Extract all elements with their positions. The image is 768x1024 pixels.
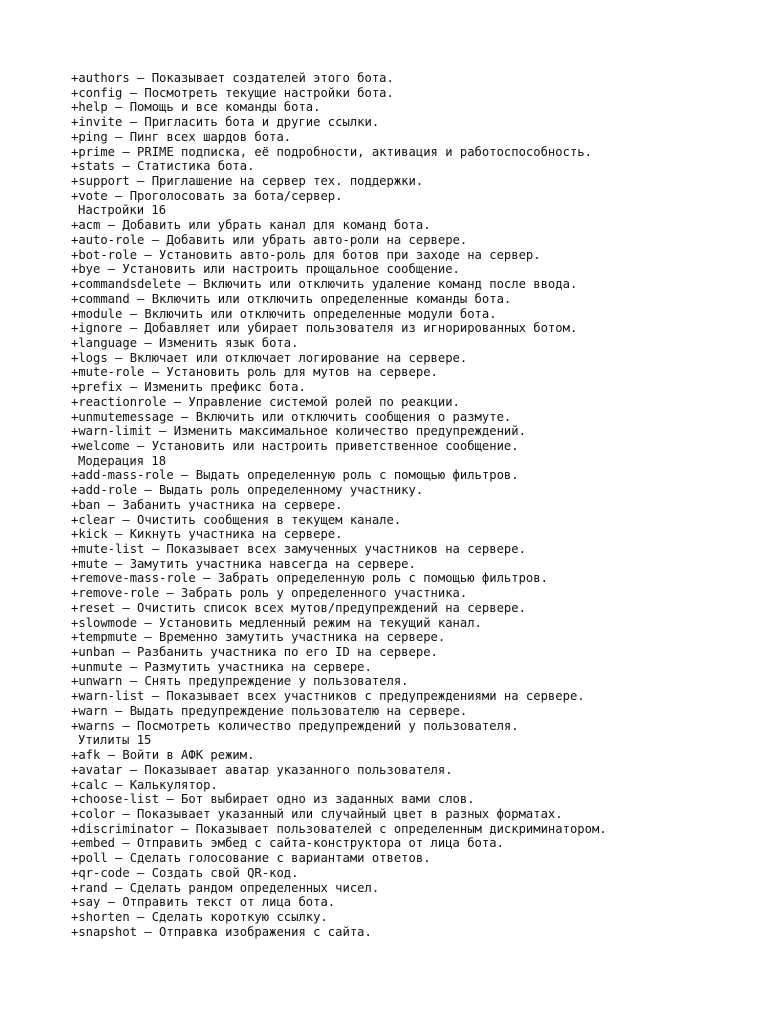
command-line: +warn-list — Показывает всех участников с предупреждениями на сервере. (71, 689, 585, 704)
command-line: +support — Приглашение на сервер тех. поддержки. (71, 174, 424, 189)
command-line: +config — Посмотреть текущие настройки бота. (71, 85, 394, 100)
command-line: +mute-list — Показывает всех замученных участников на сервере. (71, 542, 526, 556)
command-line: +qr-code — Создать свой QR-код. (71, 865, 299, 880)
command-line: +poll — Сделать голосование с вариантами ответов. (71, 851, 431, 866)
command-line: +unwarn — Снять предупреждение у пользователя. (71, 674, 409, 689)
command-line: +mute — Замутить участника навсегда на сервере. (71, 556, 416, 571)
command-line: +ping — Пинг всех шардов бота. (71, 129, 292, 144)
command-line: +say — Отправить текст от лица бота. (71, 895, 336, 910)
command-line: +ignore — Добавляет или убирает пользователя из игнорированных ботом. (71, 321, 578, 336)
command-line: +kick — Кикнуть участника на сервере. (71, 527, 343, 542)
command-line: +auto-role — Добавить или убрать авто-роли на сервере. (71, 232, 468, 247)
section-heading: Утилиты 15 (78, 733, 152, 748)
command-line: +clear — Очистить сообщения в текущем канале. (71, 512, 402, 527)
command-line: +help — Помощь и все команды бота. (71, 100, 321, 115)
command-line: +prefix — Изменить префикс бота. (71, 380, 306, 395)
command-line: +add-role — Выдать роль определенному участнику. (71, 483, 424, 498)
section-heading: Модерация 18 (78, 453, 167, 468)
command-line: +commandsdelete — Включить или отключить удаление команд после ввода. (71, 277, 578, 292)
command-line: +add-mass-role — Выдать определенную роль с помощью фильтров. (71, 468, 519, 483)
command-line: +reactionrole — Управление системой ролей по реакции. (71, 394, 460, 409)
command-line: +remove-role — Забрать роль у определенного участника. (71, 586, 468, 601)
command-line: +logs — Включает или отключает логирование на сервере. (71, 350, 468, 365)
section-heading: Настройки 16 (78, 203, 167, 218)
command-line: +language — Изменить язык бота. (71, 335, 299, 350)
command-line: +avatar — Показывает аватар указанного пользователя. (71, 762, 453, 777)
command-line: +vote — Проголосовать за бота/сервер. (71, 188, 343, 203)
command-line: +authors — Показывает создателей этого бота. (71, 71, 394, 85)
command-line: +choose-list — Бот выбирает одно из заданных вами слов. (71, 792, 475, 807)
command-line: +ban — Забанить участника на сервере. (71, 497, 343, 512)
command-line: +warns — Посмотреть количество предупреждений у пользователя. (71, 718, 519, 733)
command-line: +shorten — Сделать короткую ссылку. (71, 909, 328, 924)
command-line: +warn-limit — Изменить максимальное количество предупреждений. (71, 424, 526, 439)
command-line: +tempmute — Временно замутить участника на сервере. (71, 630, 446, 645)
command-line: +snapshot — Отправка изображения с сайта. (71, 924, 372, 939)
command-line: +reset — Очистить список всех мутов/предупреждений на сервере. (71, 600, 526, 615)
command-line: +discriminator — Показывает пользователей с определенным дискриминатором. (71, 821, 607, 836)
command-line: +stats — Статистика бота. (71, 159, 255, 174)
command-line: +rand — Сделать рандом определенных чисел. (71, 880, 380, 895)
command-line: +welcome — Установить или настроить приветственное сообщение. (71, 438, 519, 453)
command-line: +embed — Отправить эмбед с сайта-конструктора от лица бота. (71, 836, 504, 851)
command-line: +prime — PRIME подписка, её подробности, активация и работоспособность. (71, 144, 592, 159)
command-line: +acm — Добавить или убрать канал для команд бота. (71, 218, 431, 233)
command-line: +module — Включить или отключить определенные модули бота. (71, 306, 497, 321)
command-line: +calc — Калькулятор. (71, 777, 218, 792)
command-line: +color — Показывает указанный или случайный цвет в разных форматах. (71, 806, 563, 821)
command-line: +warn — Выдать предупреждение пользователю на сервере. (71, 703, 468, 718)
command-line: +bot-role — Установить авто-роль для ботов при заходе на сервер. (71, 247, 541, 262)
command-line: +mute-role — Установить роль для мутов на сервере. (71, 365, 438, 380)
command-line: +invite — Пригласить бота и другие ссылки. (71, 115, 380, 130)
document-page (71, 71, 751, 939)
command-line: +unmute — Размутить участника на сервере. (71, 659, 372, 674)
command-line: +unban — Разбанить участника по его ID на сервере. (71, 645, 438, 660)
command-line: +afk — Войти в АФК режим. (71, 748, 255, 763)
command-line: +command — Включить или отключить определенные команды бота. (71, 291, 512, 306)
command-line: +slowmode — Установить медленный режим на текущий канал. (71, 615, 482, 630)
command-line: +unmutemessage — Включить или отключить сообщения о размуте. (71, 409, 512, 424)
command-line: +bye — Установить или настроить прощальное сообщение. (71, 262, 460, 277)
command-line: +remove-mass-role — Забрать определенную роль с помощью фильтров. (71, 571, 548, 586)
